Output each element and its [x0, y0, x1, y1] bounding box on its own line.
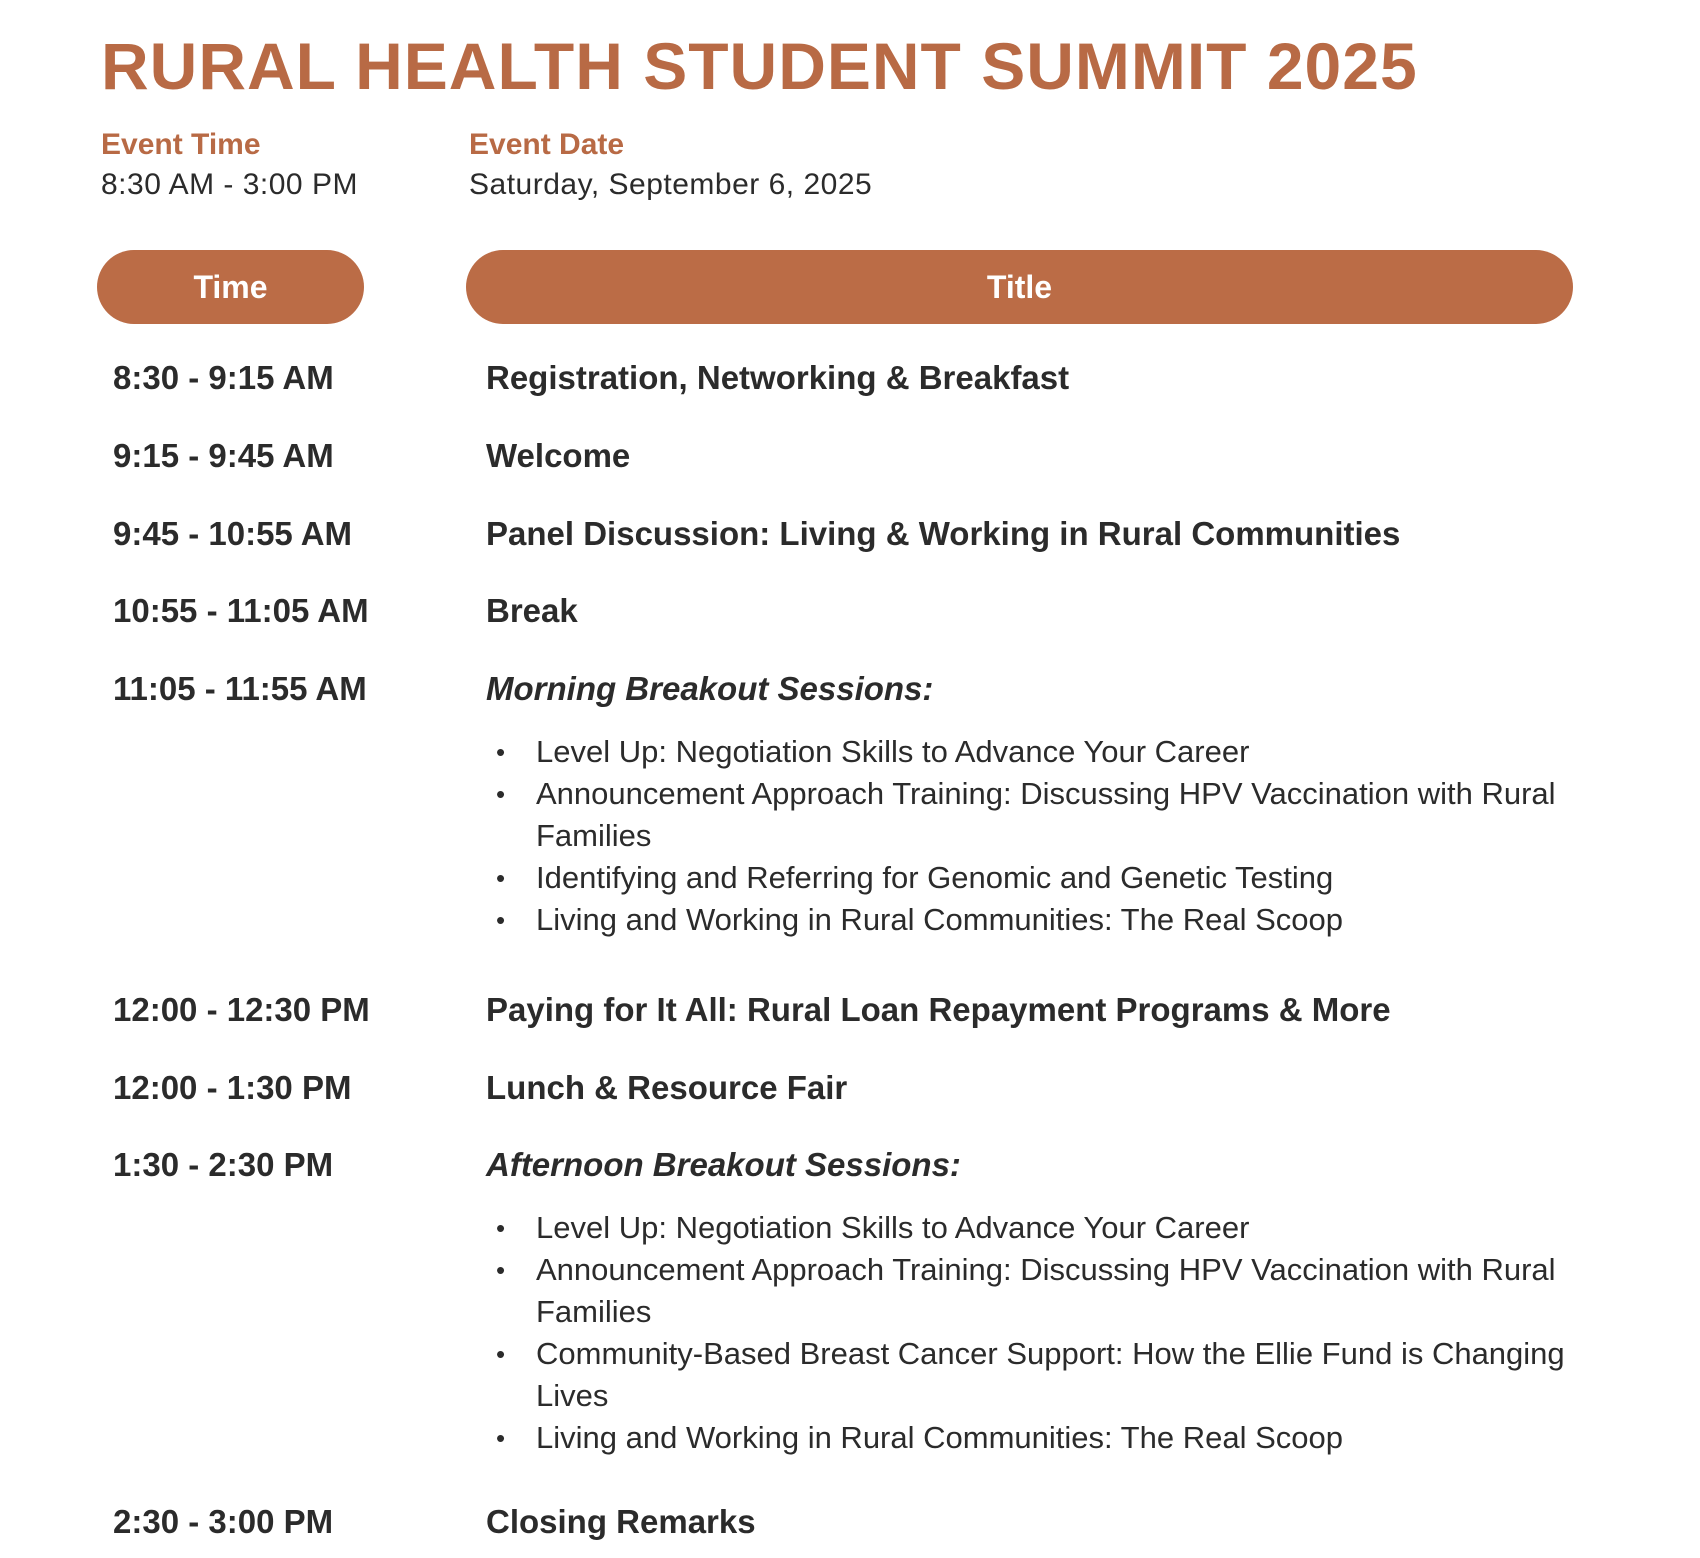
breakout-item: • Announcement Approach Training: Discussing HPV Vaccination with Rural Families — [486, 1249, 1596, 1333]
breakout-item: • Identifying and Referring for Genomic and Genetic Testing — [486, 857, 1596, 899]
session-title: Paying for It All: Rural Loan Repayment Programs & More — [486, 991, 1391, 1028]
session-title: Lunch & Resource Fair — [486, 1069, 848, 1106]
breakout-item: • Level Up: Negotiation Skills to Advance Your Career — [486, 1207, 1596, 1249]
event-date-value: Saturday, September 6, 2025 — [469, 168, 873, 201]
breakout-item: • Announcement Approach Training: Discussing HPV Vaccination with Rural Families — [486, 773, 1596, 857]
afternoon-breakout-list — [486, 1207, 1596, 1459]
breakout-item: • Living and Working in Rural Communities: The Real Scoop — [486, 899, 1596, 941]
session-title: Registration, Networking & Breakfast — [486, 359, 1070, 396]
morning-breakout-list — [486, 731, 1596, 941]
event-time-label: Event Time — [101, 128, 261, 161]
breakout-item: • Living and Working in Rural Communities: The Real Scoop — [486, 1417, 1596, 1459]
session-time: 12:00 - 12:30 PM — [113, 991, 370, 1028]
session-time: 9:45 - 10:55 AM — [113, 515, 353, 552]
bullet-icon: • — [496, 1339, 506, 1369]
session-time: 8:30 - 9:15 AM — [113, 359, 334, 396]
bullet-icon: • — [496, 863, 506, 893]
bullet-icon: • — [496, 1255, 506, 1285]
breakout-item: • Level Up: Negotiation Skills to Advance Your Career — [486, 731, 1596, 773]
session-time: 2:30 - 3:00 PM — [113, 1503, 334, 1540]
breakout-item: • Community-Based Breast Cancer Support: How the Ellie Fund is Changing Lives — [486, 1333, 1596, 1417]
session-title: Panel Discussion: Living & Working in Rural Communities — [486, 515, 1401, 552]
session-time: 10:55 - 11:05 AM — [113, 592, 369, 629]
session-time: 9:15 - 9:45 AM — [113, 437, 334, 474]
title-column-header: Title — [466, 250, 1573, 324]
session-time: 12:00 - 1:30 PM — [113, 1069, 352, 1106]
session-time: 1:30 - 2:30 PM — [113, 1146, 334, 1183]
bullet-icon: • — [496, 905, 506, 935]
bullet-icon: • — [496, 1423, 506, 1453]
event-time-value: 8:30 AM - 3:00 PM — [101, 168, 358, 201]
session-time: 11:05 - 11:55 AM — [113, 670, 367, 707]
bullet-icon: • — [496, 737, 506, 767]
session-title: Break — [486, 592, 578, 629]
session-title: Welcome — [486, 437, 631, 474]
session-title: Morning Breakout Sessions: — [486, 670, 934, 707]
time-column-header: Time — [97, 250, 364, 324]
event-date-label: Event Date — [469, 128, 625, 161]
session-title: Afternoon Breakout Sessions: — [486, 1146, 961, 1183]
bullet-icon: • — [496, 1213, 506, 1243]
bullet-icon: • — [496, 779, 506, 809]
session-title: Closing Remarks — [486, 1503, 756, 1540]
page-title: RURAL HEALTH STUDENT SUMMIT 2025 — [101, 29, 1418, 103]
